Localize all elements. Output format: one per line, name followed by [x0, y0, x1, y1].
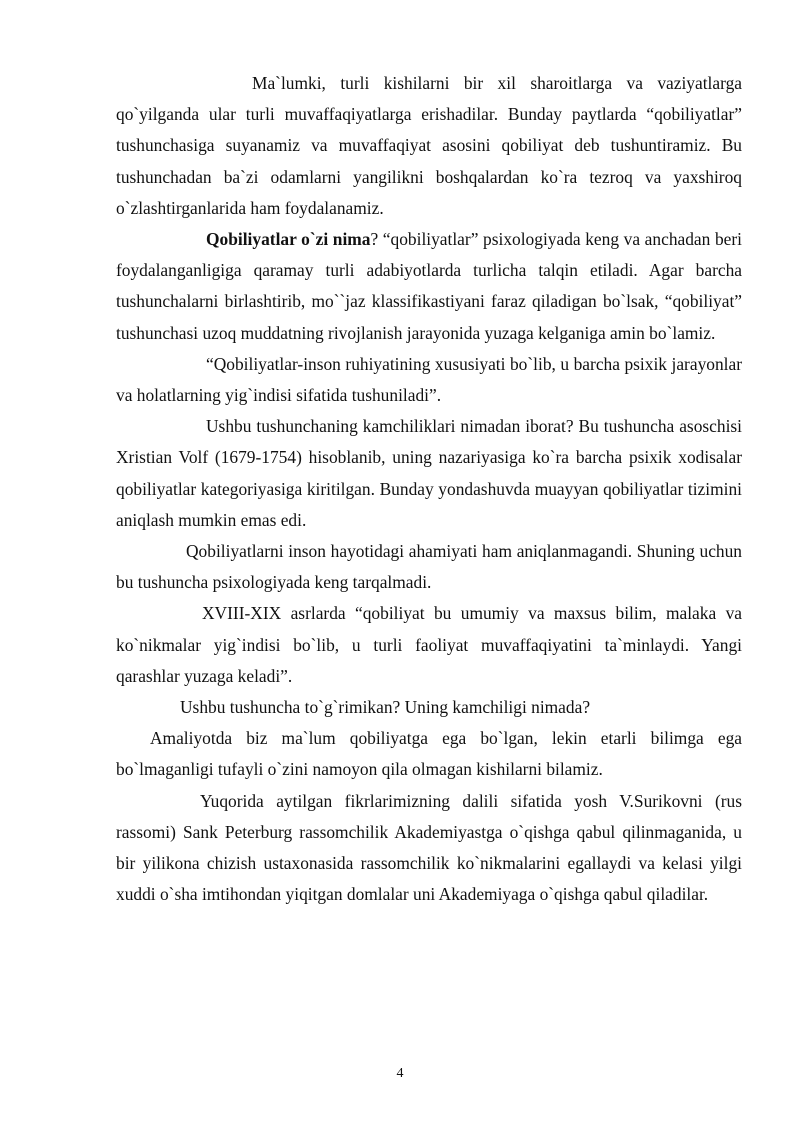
paragraph-6: XVIII-XIX asrlarda “qobiliyat bu umumiy va maxsus bilim, malaka va ko`nikmalar yig`indisi bo`lib, u turli faoliyat muvaffaqiyatini ta`minlaydi. Yangi qarashlar yuzaga keladi”. — [116, 603, 742, 686]
paragraph-1: Ma`lumki, turli kishilarni bir xil sharoitlarga va vaziyatlarga qo`yilganda ular turli muvaffaqiyatlarga erishadilar. Bunday paytlarda “qobiliyatlar” tushunchasiga suyanamiz va muvaffaqiyat asosini qobiliyat deb tushuntiramiz. Bu tushunchadan ba`zi odamlarni yangilikni boshqalardan ko`ra tezroq va yaxshiroq o`zlashtirganlarida ham foydalanamiz. — [116, 73, 742, 218]
paragraph-8: Amaliyotda biz ma`lum qobiliyatga ega bo`lgan, lekin etarli bilimga ega bo`lmaganligi tufayli o`zini namoyon qila olmagan kishilarni bilamiz. — [116, 728, 742, 780]
body-text — [116, 68, 742, 910]
paragraph-4: Ushbu tushunchaning kamchiliklari nimadan iborat? Bu tushuncha asoschisi Xristian Volf (1679-1754) hisoblanib, uning nazariyasiga ko`ra barcha psixik xodisalar qobiliyatlar kategoriyasiga kiritilgan. Bunday yondashuvda muayyan qobiliyatlar tizimini aniqlash mumkin emas edi. — [116, 416, 742, 530]
paragraph-2 — [116, 224, 742, 349]
paragraph-2-text: ? “qobiliyatlar” psixologiyada keng va anchadan beri foydalanganligiga qaramay turli adabiyotlarda turlicha talqin etiladi. Agar barcha tushunchalarni birlashtirib, mo``jaz klassifikastiyani faraz qiladigan bo`lsak, “qobiliyat” tushunchasi uzoq muddatning rivojlanish jarayonida yuzaga kelganiga amin bo`lamiz. — [116, 229, 742, 343]
page-number: 4 — [396, 1066, 404, 1081]
paragraph-7: Ushbu tushuncha to`g`rimikan? Uning kamchiligi nimada? — [180, 697, 591, 718]
paragraph-3: “Qobiliyatlar-inson ruhiyatining xususiyati bo`lib, u barcha psixik jarayonlar va holatlarning yig`indisi sifatida tushuniladi”. — [116, 353, 742, 406]
paragraph-9: Yuqorida aytilgan fikrlarimizning dalili sifatida yosh V.Surikovni (rus rassomi) Sank Peterburg rassomchilik Akademiyastga o`qishga qabul qilinmaganida, u bir yilikona chizish ustaxonasida rassomchilik ko`nikmalarini egallaydi va kelasi yilgi xuddi o`sha imtihondan yiqitgan domlalar uni Akademiyaga o`qishga qabul qiladilar. — [116, 790, 742, 905]
paragraph-2-heading: Qobiliyatlar o`zi nima — [206, 229, 371, 250]
paragraph-5: Qobiliyatlarni inson hayotidagi ahamiyati ham aniqlanmagandi. Shuning uchun bu tushuncha psixologiyada keng tarqalmadi. — [116, 541, 742, 593]
